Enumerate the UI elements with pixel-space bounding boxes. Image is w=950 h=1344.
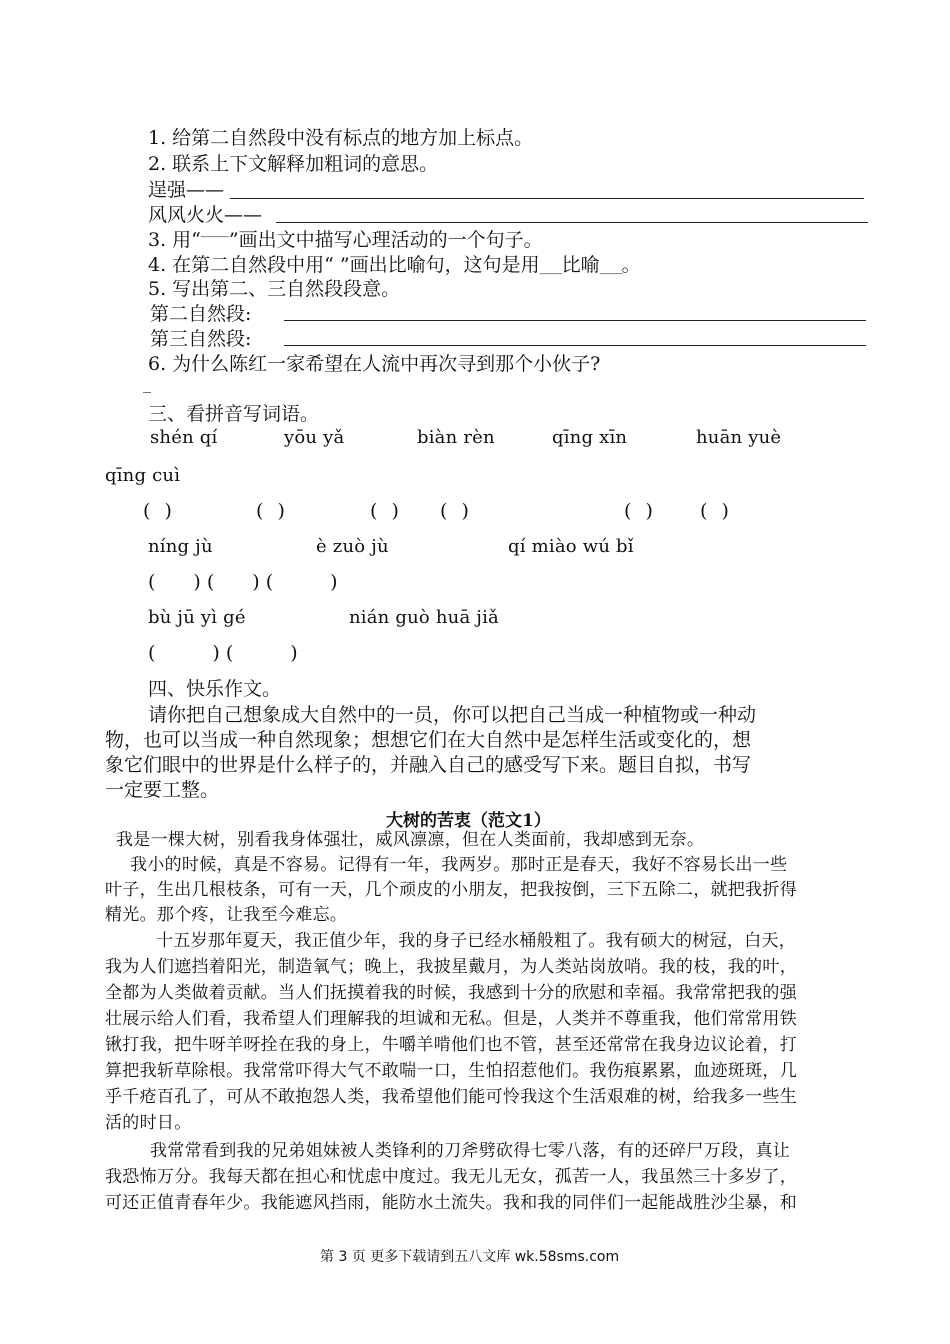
question-4-blank-1[interactable]: ____ — [539, 260, 562, 275]
answer-parens-row-2[interactable]: ( ) ( ) ( ) — [148, 571, 338, 593]
answer-paren-4[interactable]: ( ) — [440, 500, 473, 522]
question-5: 5. 写出第二、三自然段段意。 — [148, 278, 401, 300]
essay-p3-line-4: 壮展示给人们看，我希望人们理解我的坦诚和无私。但是，人类并不尊重我，他们常常用铁 — [105, 1009, 797, 1029]
answer-paren-6[interactable]: ( ) — [700, 500, 733, 522]
question-3-mark: ____ — [200, 222, 229, 238]
answer-line-word-2[interactable] — [276, 222, 868, 223]
essay-p2-line-2: 叶子，生出几根枝条，可有一天，几个顽皮的小朋友，把我按倒，三下五除二，就把我折得 — [105, 880, 797, 900]
writing-prompt-line-1: 请你把自己想象成大自然中的一员，你可以把自己当成一种植物或一种动 — [148, 704, 757, 726]
question-1: 1. 给第二自然段中没有标点的地方加上标点。 — [148, 127, 534, 149]
essay-p3-line-5: 锹打我，把牛呀羊呀拴在我的身上，牛嚼羊啃他们也不管，甚至还常常在我身边议论着，打 — [105, 1035, 797, 1055]
question-4-mid: 比喻 — [561, 254, 600, 276]
pinyin-7: níng jù — [148, 536, 213, 557]
essay-p4-line-2: 我恐怖万分。我每天都在担心和忧虑中度过。我无儿无女，孤苦一人，我虽然三十多岁了， — [105, 1167, 797, 1187]
paragraph-3-label: 第三自然段: — [150, 328, 252, 350]
pinyin-10: bù jū yì gé — [148, 607, 246, 628]
essay-p4-line-3: 可还正值青春年少。我能遮风挡雨，能防水土流失。我和我的同伴们一起能战胜沙尘暴，和 — [105, 1193, 797, 1213]
essay-p3-line-8: 活的时日。 — [105, 1113, 192, 1133]
essay-p1-line-1: 我是一棵大树，别看我身体强壮，威风凛凛，但在人类面前，我却感到无奈。 — [116, 830, 705, 850]
writing-prompt-line-2: 物，也可以当成一种自然现象；想想它们在大自然中是怎样生活或变化的，想 — [105, 729, 752, 751]
pinyin-6: qīng cuì — [105, 465, 181, 486]
word-1-label: 逞强—— — [148, 179, 225, 201]
question-4-prefix: 4. 在第二自然段中用“ ”画出比喻句，这句是用 — [148, 254, 540, 276]
answer-line-paragraph-3[interactable] — [284, 345, 866, 346]
question-6: 6. 为什么陈红一家希望在人流中再次寻到那个小伙子? — [148, 353, 601, 375]
pinyin-5: huān yuè — [696, 427, 782, 448]
pinyin-8: è zuò jù — [316, 536, 389, 557]
pinyin-9: qí miào wú bǐ — [508, 536, 634, 557]
question-4-end: 。 — [621, 254, 641, 276]
pinyin-2: yōu yǎ — [284, 427, 345, 448]
essay-p3-line-6: 算把我斩草除根。我常常吓得大气不敢喘一口，生怕招惹他们。我伤痕累累，血迹斑斑，几 — [105, 1061, 797, 1081]
section-4-heading: 四、快乐作文。 — [148, 678, 282, 700]
essay-p4-line-1: 我常常看到我的兄弟姐妹被人类锋利的刀斧劈砍得七零八落，有的还碎尸万段，真让 — [150, 1141, 791, 1161]
answer-parens-row-3[interactable]: ( ) ( ) — [148, 642, 298, 664]
answer-line-word-1[interactable] — [230, 198, 864, 199]
question-4 — [148, 253, 641, 280]
question-3-suffix: ”画出文中描写心理活动的一个句子。 — [228, 229, 543, 251]
pinyin-3: biàn rèn — [417, 427, 495, 448]
pinyin-11: nián guò huā jiǎ — [349, 607, 499, 628]
writing-prompt-line-3: 象它们眼中的世界是什么样子的，并融入自己的感受写下来。题目自拟，书写 — [105, 754, 752, 776]
word-2-label: 风风火火—— — [148, 204, 263, 226]
answer-line-question-6[interactable]: _ — [143, 374, 151, 393]
writing-prompt-line-4: 一定要工整。 — [105, 779, 220, 801]
paragraph-2-label: 第二自然段: — [150, 303, 252, 325]
question-2: 2. 联系上下文解释加粗词的意思。 — [148, 153, 439, 175]
answer-paren-5[interactable]: ( ) — [624, 500, 657, 522]
essay-p2-line-1: 我小的时候，真是不容易。记得有一年，我两岁。那时正是春天，我好不容易长出一些 — [130, 855, 788, 875]
question-4-blank-2[interactable]: ____ — [599, 260, 622, 275]
essay-title: 大树的苦衷（范文1） — [386, 811, 551, 831]
pinyin-4: qīng xīn — [552, 427, 628, 448]
page-footer: 第 3 页 更多下载请到五八文库 wk.58sms.com — [320, 1249, 620, 1265]
question-3-prefix: 3. 用“ — [148, 229, 201, 251]
answer-paren-3[interactable]: ( ) — [370, 500, 403, 522]
answer-paren-2[interactable]: ( ) — [256, 500, 289, 522]
question-3 — [148, 222, 543, 254]
essay-p2-line-3: 精光。那个疼，让我至今难忘。 — [105, 905, 348, 925]
section-3-heading: 三、看拼音写词语。 — [148, 403, 320, 425]
answer-paren-1[interactable]: ( ) — [143, 500, 176, 522]
essay-p3-line-2: 我为人们遮挡着阳光，制造氧气；晚上，我披星戴月，为人类站岗放哨。我的枝，我的叶， — [105, 957, 797, 977]
essay-p3-line-1: 十五岁那年夏天，我正值少年，我的身子已经水桶般粗了。我有硕大的树冠，白天， — [156, 931, 797, 951]
pinyin-1: shén qí — [150, 427, 218, 448]
essay-p3-line-3: 全都为人类做着贡献。当人们抚摸着我的时候，我感到十分的欣慰和幸福。我常常把我的强 — [105, 983, 797, 1003]
essay-p3-line-7: 乎千疮百孔了，可从不敢抱怨人类，我希望他们能可怜我这个生活艰难的树，给我多一些生 — [105, 1087, 797, 1107]
answer-line-paragraph-2[interactable] — [284, 320, 866, 321]
